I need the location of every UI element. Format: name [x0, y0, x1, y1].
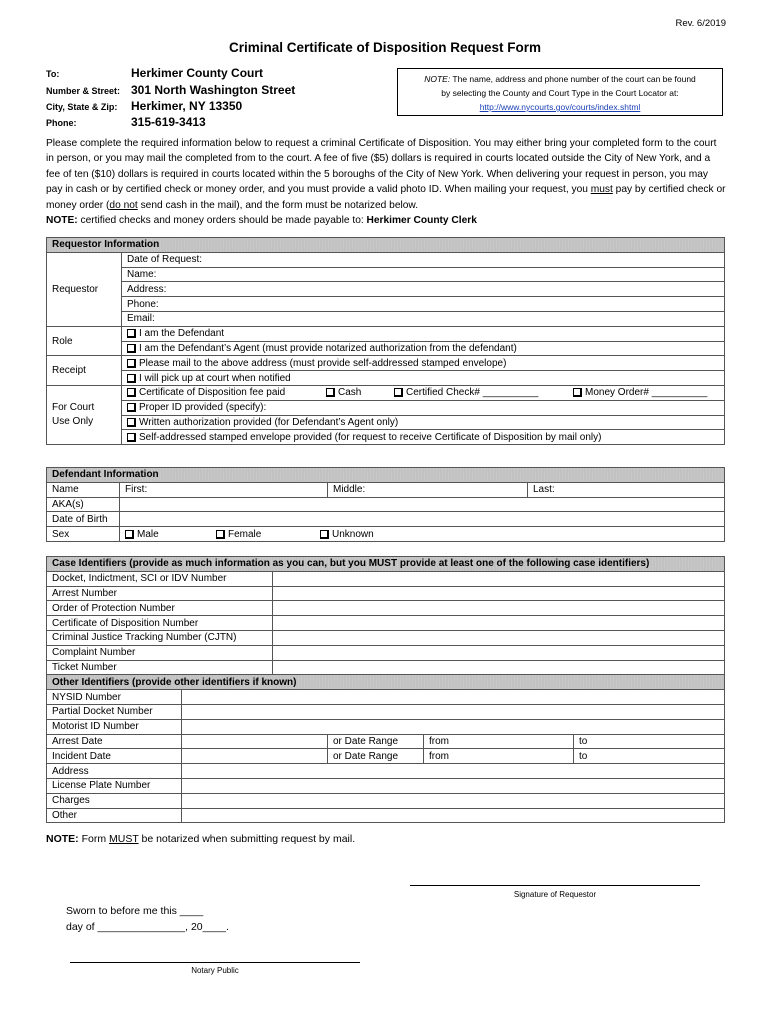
- charges-field[interactable]: [182, 793, 725, 808]
- nysid-field[interactable]: [182, 690, 725, 705]
- payable-note-text: certified checks and money orders should be made payable to:: [77, 215, 367, 227]
- docket-label: Docket, Indictment, SCI or IDV Number: [47, 571, 273, 586]
- checkbox-icon[interactable]: [127, 418, 135, 426]
- charges-label: Charges: [47, 793, 182, 808]
- license-plate-label: License Plate Number: [47, 778, 182, 793]
- notary-label: Notary Public: [191, 966, 239, 975]
- cert-disposition-label: Certificate of Disposition Number: [47, 616, 273, 631]
- court-name: Herkimer County Court: [131, 66, 264, 80]
- other-identifiers-header: Other Identifiers (provide other identifiers if known): [47, 675, 725, 690]
- sworn-statement: [66, 904, 229, 935]
- incident-date-label: Incident Date: [47, 749, 182, 764]
- court-city: Herkimer, NY 13350: [131, 99, 243, 113]
- court-fee-label: Certificate of Disposition fee paid: [139, 387, 286, 399]
- notarize-note-pre: Form: [78, 833, 110, 845]
- receipt-pickup-label: I will pick up at court when notified: [139, 372, 291, 384]
- defendant-header: Defendant Information: [47, 468, 725, 483]
- sex-unknown-label: Unknown: [332, 528, 374, 540]
- notary-signature-line[interactable]: [70, 962, 360, 963]
- note-line-1: The name, address and phone number of the court can be found: [450, 74, 696, 84]
- revision-label: Rev. 6/2019: [675, 18, 726, 29]
- sex-female-option[interactable]: [216, 529, 261, 540]
- sworn-line-1: Sworn to before me this ____: [66, 905, 204, 917]
- sex-male-label: Male: [137, 528, 159, 540]
- cjtn-field[interactable]: [273, 630, 725, 645]
- court-envelope-label: Self-addressed stamped envelope provided (for request to receive Certificate of Disposition by mail only): [139, 431, 602, 443]
- court-written-auth-option[interactable]: [122, 415, 725, 430]
- role-defendant-option[interactable]: [122, 326, 725, 341]
- role-agent-label: I am the Defendant’s Agent (must provide notarized authorization from the defendant): [139, 342, 517, 354]
- other-field[interactable]: [182, 808, 725, 823]
- sex-options: [120, 527, 725, 542]
- notarize-note-must: MUST: [109, 833, 139, 845]
- instructions-paragraph: [46, 136, 726, 228]
- notarize-note: [46, 833, 355, 845]
- requestor-name-field[interactable]: Name:: [122, 267, 725, 282]
- aka-field[interactable]: [120, 497, 725, 512]
- court-use-line-2: Use Only: [52, 416, 94, 428]
- sex-female-label: Female: [228, 528, 262, 540]
- court-locator-link[interactable]: http://www.nycourts.gov/courts/index.shtml: [479, 102, 641, 112]
- checkbox-icon[interactable]: [127, 388, 135, 396]
- court-proper-id-option[interactable]: [122, 400, 725, 415]
- motorist-id-field[interactable]: [182, 719, 725, 734]
- arrest-date-to-field[interactable]: to: [574, 734, 725, 749]
- requestor-phone-field[interactable]: Phone:: [122, 297, 725, 312]
- partial-docket-label: Partial Docket Number: [47, 704, 182, 719]
- arrest-number-field[interactable]: [273, 586, 725, 601]
- court-cash-label: Cash: [338, 387, 362, 399]
- receipt-mail-option[interactable]: [122, 356, 725, 371]
- incident-date-to-field[interactable]: to: [574, 749, 725, 764]
- arrest-date-label: Arrest Date: [47, 734, 182, 749]
- court-locator-note: [397, 68, 723, 116]
- court-proper-id-label: Proper ID provided (specify):: [139, 402, 267, 414]
- address-label: Address: [47, 764, 182, 779]
- phone-label: Phone:: [46, 118, 77, 128]
- cert-disposition-field[interactable]: [273, 616, 725, 631]
- dob-label: Date of Birth: [47, 512, 120, 527]
- sex-unknown-option[interactable]: [320, 529, 374, 540]
- checkbox-icon[interactable]: [125, 530, 133, 538]
- intro-do-not: do not: [109, 199, 138, 211]
- notarize-note-label: NOTE:: [46, 833, 79, 845]
- arrest-date-from-field[interactable]: from: [424, 734, 574, 749]
- receipt-label: Receipt: [47, 356, 122, 386]
- note-line-2: by selecting the County and Court Type in the Court Locator at:: [441, 88, 679, 98]
- street-label: Number & Street:: [46, 86, 121, 96]
- partial-docket-field[interactable]: [182, 704, 725, 719]
- role-agent-option[interactable]: [122, 341, 725, 356]
- court-use-label: [47, 385, 122, 444]
- order-protection-label: Order of Protection Number: [47, 601, 273, 616]
- docket-field[interactable]: [273, 571, 725, 586]
- incident-date-field[interactable]: [182, 749, 328, 764]
- date-of-request-field[interactable]: Date of Request:: [122, 252, 725, 267]
- court-phone: 315-619-3413: [131, 115, 206, 129]
- complaint-number-label: Complaint Number: [47, 645, 273, 660]
- incident-date-from-field[interactable]: from: [424, 749, 574, 764]
- incident-date-range-label: or Date Range: [328, 749, 424, 764]
- checkbox-icon[interactable]: [320, 530, 328, 538]
- other-label: Other: [47, 808, 182, 823]
- sex-label: Sex: [47, 527, 120, 542]
- order-protection-field[interactable]: [273, 601, 725, 616]
- checkbox-icon[interactable]: [573, 388, 581, 396]
- case-identifiers-header: Case Identifiers (provide as much information as you can, but you MUST provide at least one of the following case identifiers): [47, 557, 725, 572]
- motorist-id-label: Motorist ID Number: [47, 719, 182, 734]
- note-label: NOTE:: [424, 74, 451, 84]
- court-street: 301 North Washington Street: [131, 83, 296, 97]
- payable-note-label: NOTE:: [46, 215, 78, 227]
- court-use-line-1: For Court: [52, 402, 95, 414]
- checkbox-icon[interactable]: [127, 433, 135, 441]
- court-fee-row: [122, 385, 725, 400]
- role-defendant-label: I am the Defendant: [139, 328, 225, 340]
- city-label: City, State & Zip:: [46, 102, 118, 112]
- middle-name-field[interactable]: Middle:: [328, 482, 528, 497]
- intro-must: must: [590, 184, 613, 196]
- court-written-auth-label: Written authorization provided (for Defendant’s Agent only): [139, 416, 399, 428]
- defendant-table: [46, 467, 725, 542]
- checkbox-icon[interactable]: [216, 530, 224, 538]
- court-check-label: Certified Check# __________: [406, 387, 539, 399]
- nysid-label: NYSID Number: [47, 690, 182, 705]
- cjtn-label: Criminal Justice Tracking Number (CJTN): [47, 630, 273, 645]
- form-title: Criminal Certificate of Disposition Request Form: [228, 40, 542, 55]
- ticket-number-label: Ticket Number: [47, 660, 273, 675]
- signature-line[interactable]: [410, 885, 700, 886]
- checkbox-icon[interactable]: [127, 359, 135, 367]
- checkbox-icon[interactable]: [127, 344, 135, 352]
- first-name-field[interactable]: First:: [120, 482, 328, 497]
- intro-text-2: pay by certified check or money order (: [46, 184, 726, 211]
- to-label: To:: [46, 69, 60, 79]
- requestor-table: [46, 237, 725, 445]
- intro-text-3: send cash in the mail), and the form must be notarized below.: [137, 199, 419, 211]
- sex-male-option[interactable]: [125, 529, 159, 540]
- checkbox-icon[interactable]: [326, 388, 334, 396]
- intro-text-1: Please complete the required information below to request a criminal Certificate of Disposition. You may either bring your completed form to the court in person, or you may mail the completed from to the court. A fee of five ($5) dollars is required in courts located outside the City of New York, and a fee of ten ($10) dollars is required in courts located within the 5 boroughs of the City of New York. When delivering your request in person, you may pay in cash or by certified check or money order, and you must provide a valid photo ID. When mailing your request, you: [46, 138, 717, 196]
- license-plate-field[interactable]: [182, 778, 725, 793]
- court-money-order-label: Money Order# __________: [585, 387, 708, 399]
- payee-name: Herkimer County Clerk: [366, 215, 477, 227]
- aka-label: AKA(s): [47, 497, 120, 512]
- ticket-number-field[interactable]: [273, 660, 725, 675]
- checkbox-icon[interactable]: [127, 329, 135, 337]
- case-identifiers-table: [46, 556, 725, 823]
- last-name-field[interactable]: Last:: [528, 482, 725, 497]
- complaint-number-field[interactable]: [273, 645, 725, 660]
- arrest-date-field[interactable]: [182, 734, 328, 749]
- requestor-address-field[interactable]: Address:: [122, 282, 725, 297]
- requestor-header: Requestor Information: [47, 238, 725, 253]
- court-envelope-option[interactable]: [122, 430, 725, 445]
- notarize-note-post: be notarized when submitting request by mail.: [138, 833, 356, 845]
- signature-label: Signature of Requestor: [513, 890, 597, 899]
- sworn-line-2: day of _______________, 20____.: [66, 920, 229, 933]
- checkbox-icon[interactable]: [394, 388, 402, 396]
- requestor-email-field[interactable]: Email:: [122, 311, 725, 326]
- role-label: Role: [47, 326, 122, 356]
- receipt-pickup-option[interactable]: [122, 371, 725, 386]
- requestor-label: Requestor: [47, 252, 122, 326]
- defendant-name-label: Name: [47, 482, 120, 497]
- receipt-mail-label: Please mail to the above address (must provide self-addressed stamped envelope): [139, 357, 507, 369]
- arrest-number-label: Arrest Number: [47, 586, 273, 601]
- arrest-date-range-label: or Date Range: [328, 734, 424, 749]
- checkbox-icon[interactable]: [127, 403, 135, 411]
- checkbox-icon[interactable]: [127, 374, 135, 382]
- dob-field[interactable]: [120, 512, 725, 527]
- address-field[interactable]: [182, 764, 725, 779]
